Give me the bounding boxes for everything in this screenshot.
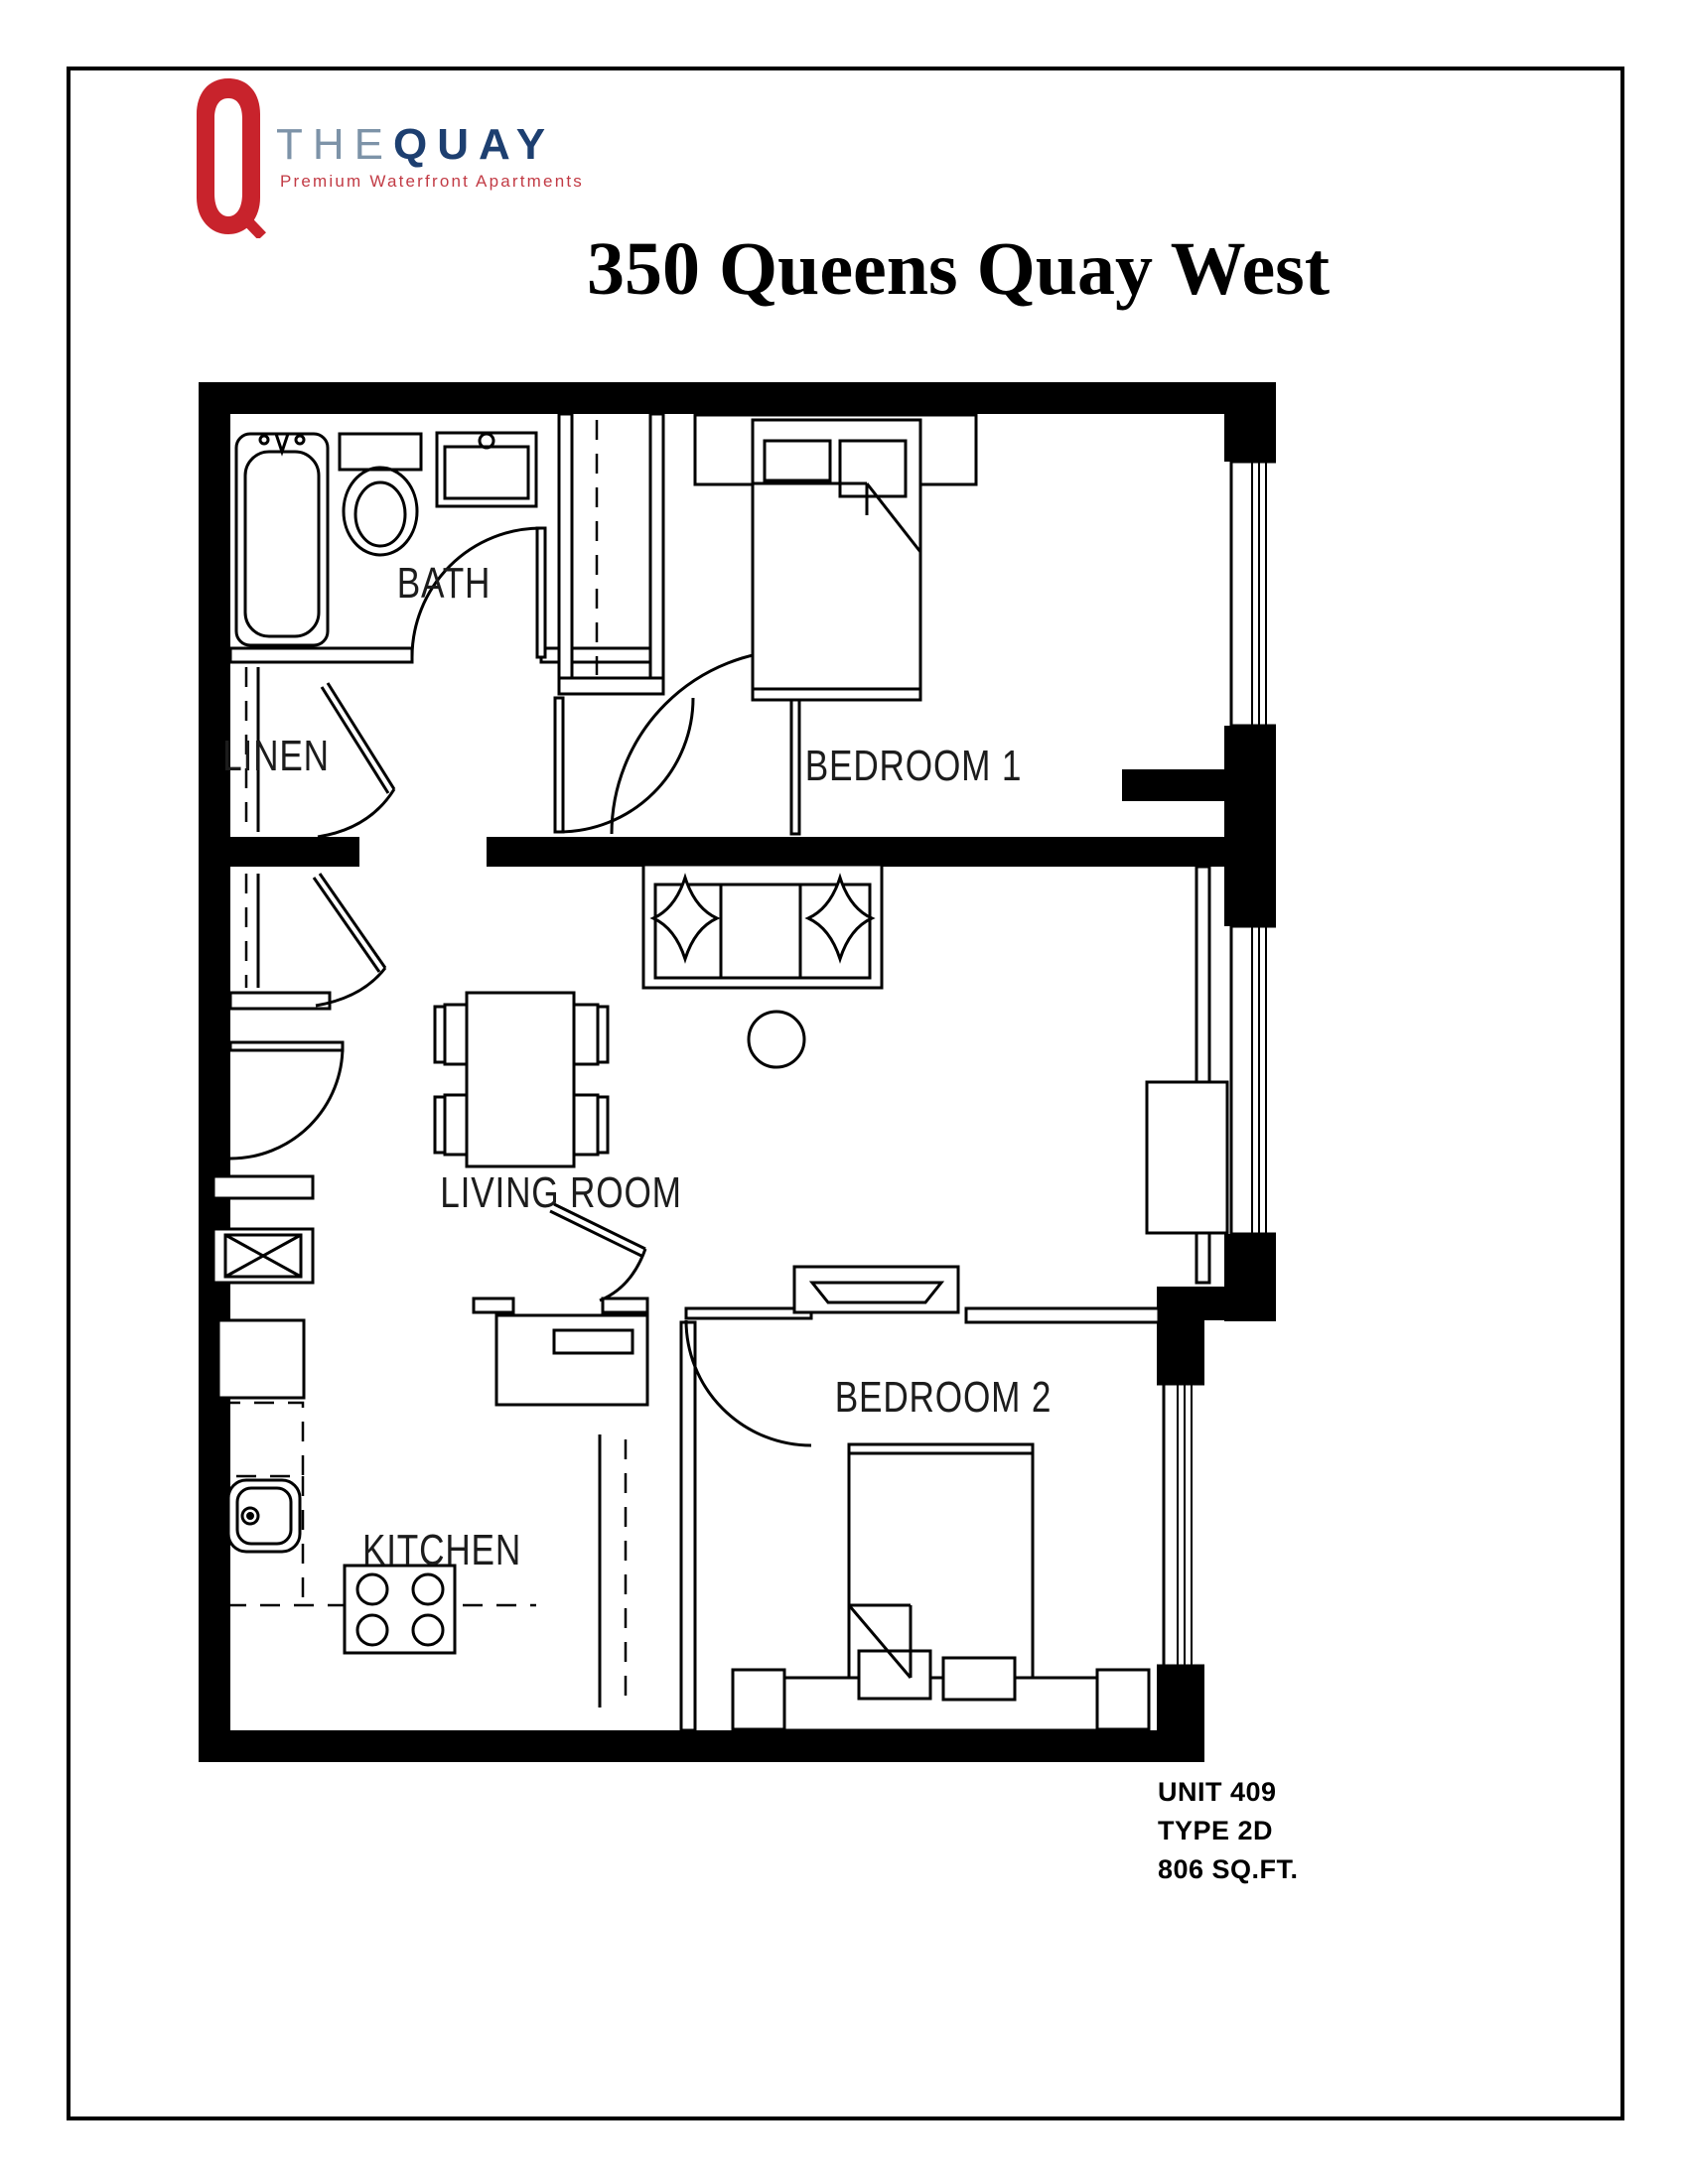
room-label-bedroom1: BEDROOM 1 xyxy=(804,742,1023,790)
bathroom-vanity xyxy=(437,433,536,506)
stove xyxy=(345,1566,455,1653)
bedroom2-door xyxy=(686,1308,811,1445)
kitchen-door xyxy=(230,1042,343,1159)
room-label-linen: LINEN xyxy=(222,732,330,780)
page-title: 350 Queens Quay West xyxy=(586,227,1331,311)
bathtub xyxy=(236,434,328,645)
sofa xyxy=(643,865,882,988)
logo-quay: QUAY xyxy=(393,120,556,169)
window-bedroom1 xyxy=(1231,462,1276,726)
pantry-cabinet xyxy=(213,1176,313,1283)
toilet xyxy=(340,434,421,555)
window-den xyxy=(1231,926,1276,1234)
unit-area: 806 SQ.FT. xyxy=(1158,1854,1299,1884)
desk xyxy=(1147,1082,1227,1233)
unit-type: TYPE 2D xyxy=(1158,1816,1274,1845)
room-label-bedroom2: BEDROOM 2 xyxy=(834,1373,1053,1422)
unit-number: UNIT 409 xyxy=(1158,1777,1277,1807)
unit-info xyxy=(1158,1773,1299,1889)
exterior-walls xyxy=(199,382,1276,1762)
window-bedroom2 xyxy=(1157,1384,1204,1666)
side-table xyxy=(749,1012,804,1067)
room-label-bath: BATH xyxy=(396,559,492,608)
kitchen-sink xyxy=(228,1480,300,1552)
room-label-living: LIVING ROOM xyxy=(440,1168,682,1217)
logo-tagline: Premium Waterfront Apartments xyxy=(280,172,584,191)
logo-the: THE xyxy=(276,120,393,169)
room-label-kitchen: KITCHEN xyxy=(361,1526,522,1574)
bed-1 xyxy=(695,415,976,700)
fridge xyxy=(218,1320,304,1398)
bed-2 xyxy=(733,1444,1149,1730)
tv-cabinet xyxy=(794,1267,958,1312)
dining-set xyxy=(435,993,608,1166)
corridor-door xyxy=(550,1204,645,1300)
